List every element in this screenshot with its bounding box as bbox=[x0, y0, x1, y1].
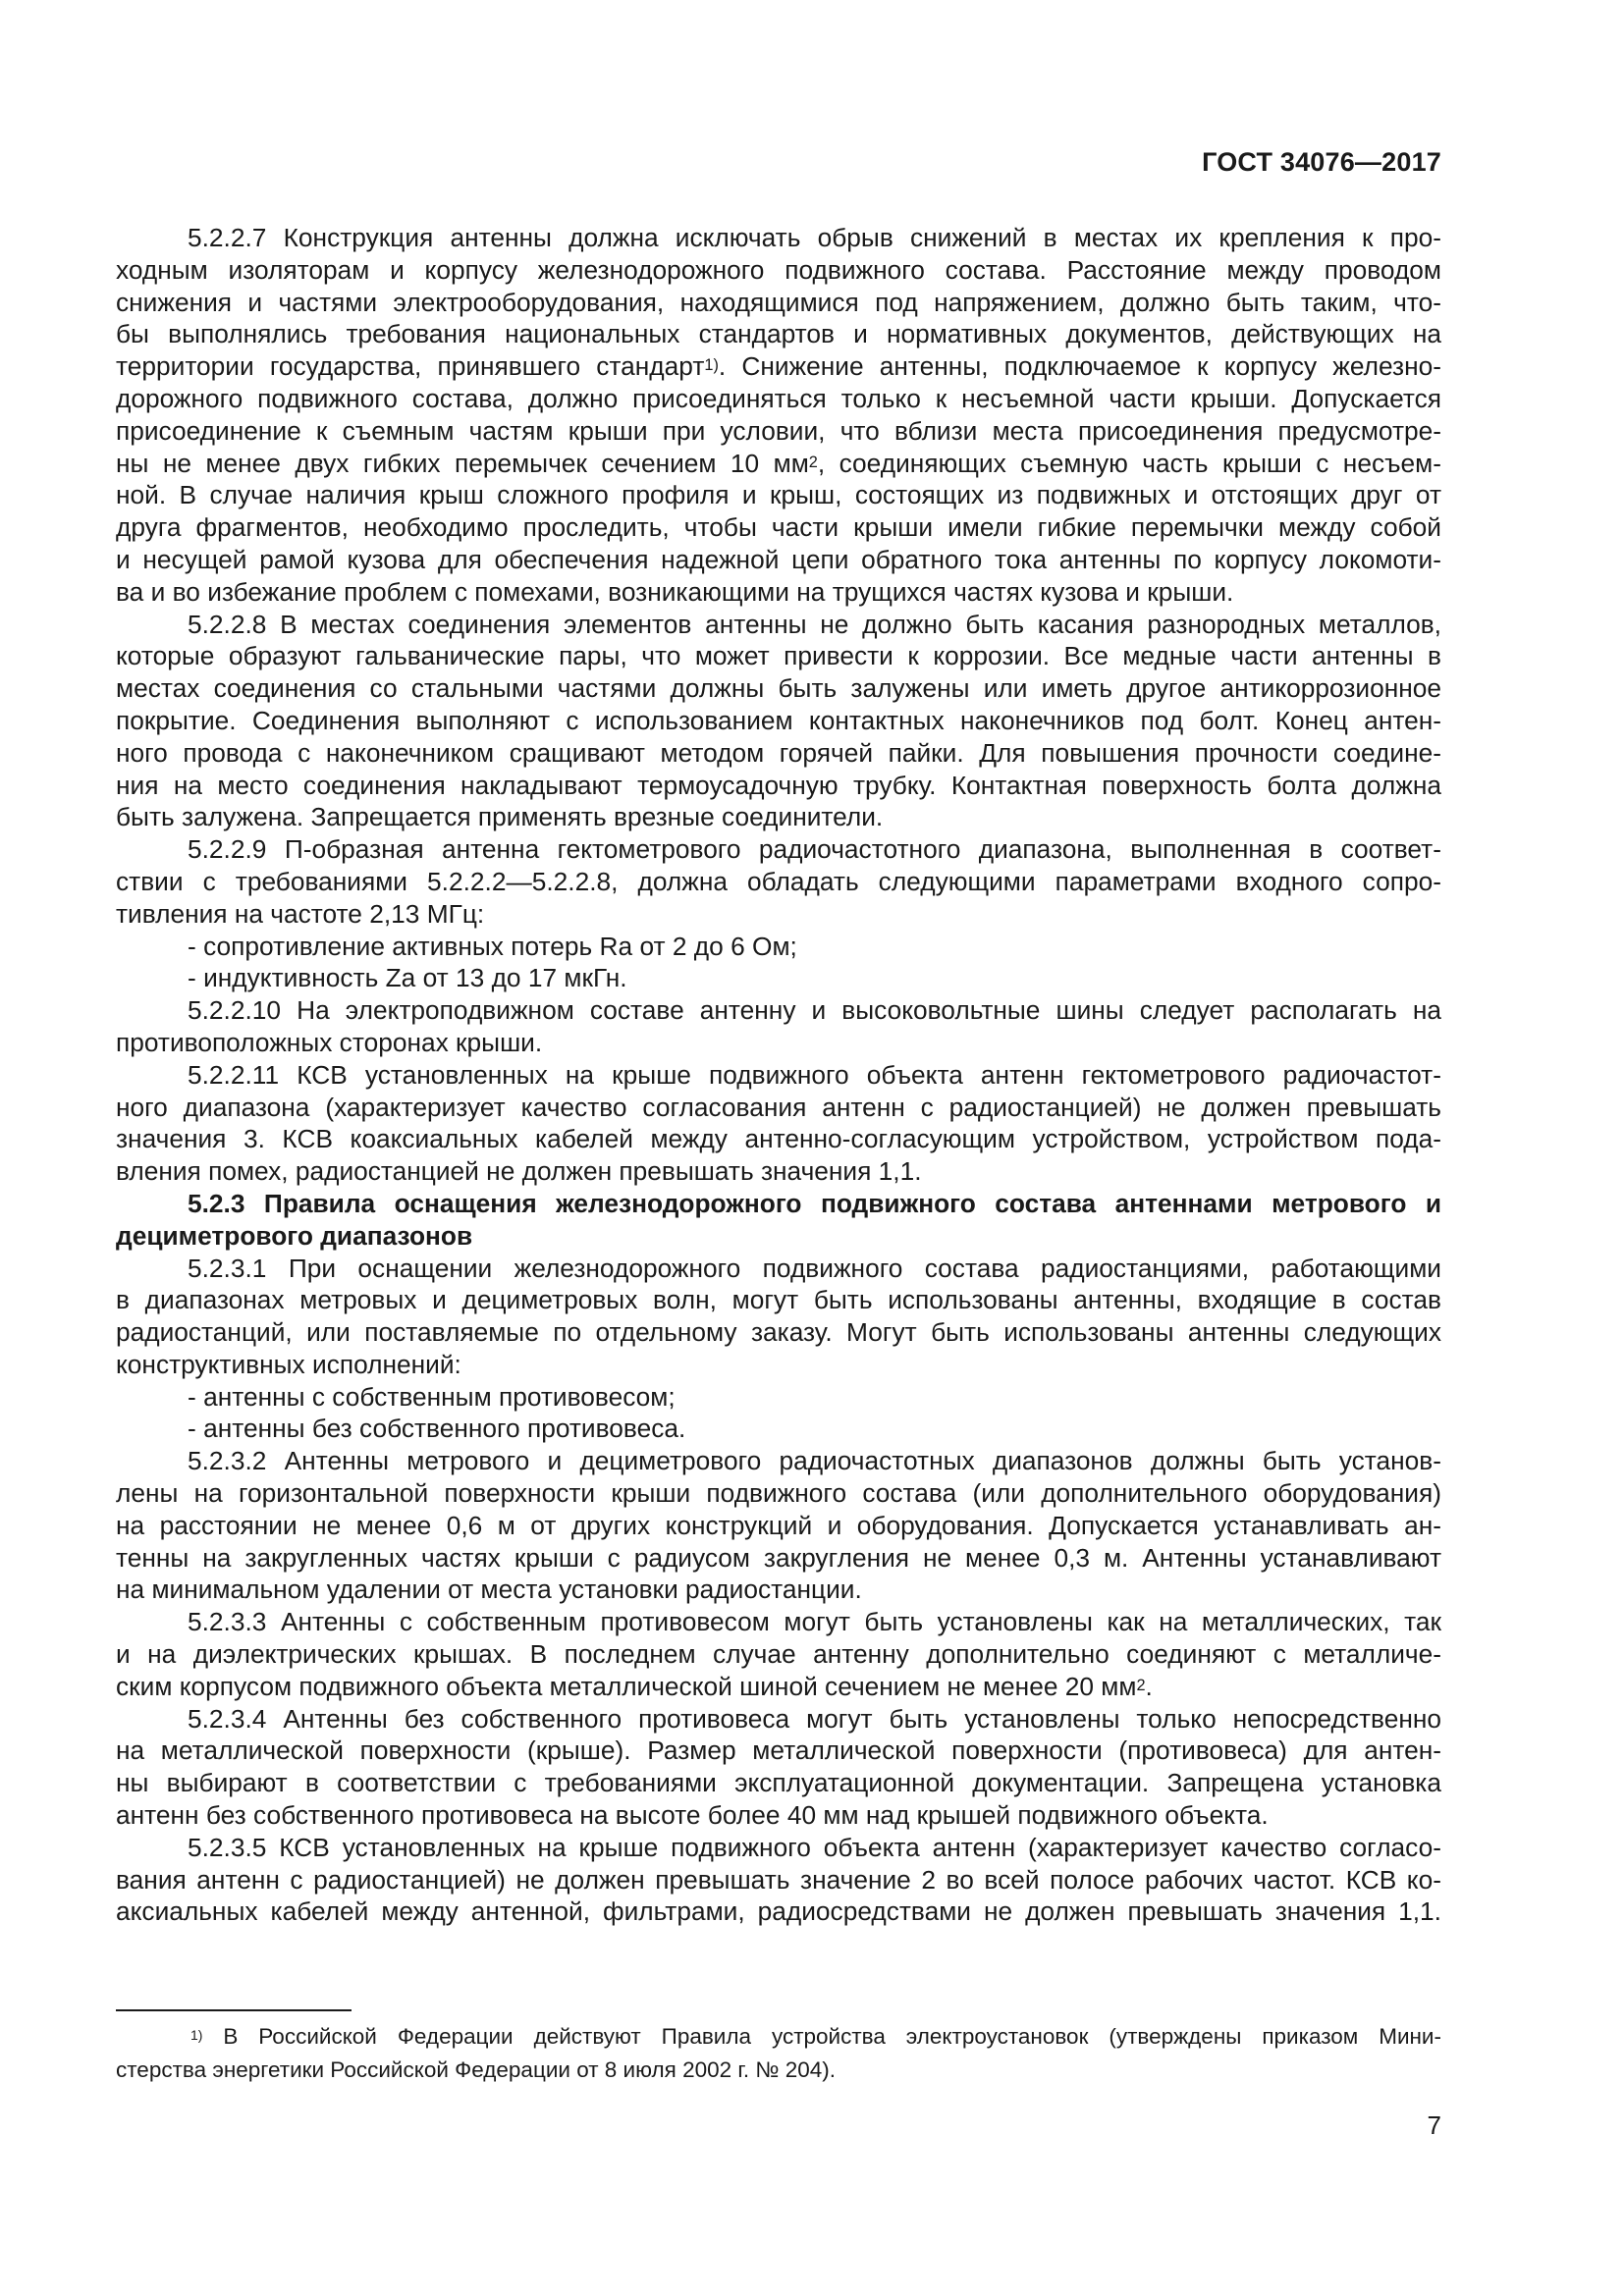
text-line: аксиальных кабелей между антенной, фильтрами, радиосредствами не должен превышать значения 1,1. bbox=[116, 1896, 1441, 1927]
text-line: быть залужена. Запрещается применять врезные соединители. bbox=[116, 802, 884, 832]
text-line: ны не менее двух гибких перемычек сечением 10 $мм^2$, соединяющих съемную часть крыши с несъем- bbox=[116, 448, 1441, 478]
text-line: вления помех, радиостанцией не должен превышать значения 1,1. bbox=[116, 1156, 922, 1187]
superscript: 1) bbox=[704, 356, 719, 375]
superscript: 2 bbox=[1136, 1676, 1146, 1694]
page-number: 7 bbox=[1427, 2110, 1441, 2140]
text-line: дециметрового диапазонов bbox=[116, 1220, 473, 1251]
text-line: местах соединения со стальными частями должны быть залужены или иметь другое антикоррозионное bbox=[116, 673, 1441, 704]
text-line: на минимальном удалении от места установки радиостанции. bbox=[116, 1575, 862, 1605]
text-line: тенны на закругленных частях крыши с радиусом закругления не менее 0,3 м. Антенны устанавливают bbox=[116, 1542, 1441, 1573]
text-line: ния на место соединения накладывают термоусадочную трубку. Контактная поверхность болта должна bbox=[116, 770, 1441, 800]
text-line: на расстоянии не менее 0,6 м от других конструкций и оборудования. Допускается устанавливать ан- bbox=[116, 1510, 1441, 1540]
footnote-separator bbox=[116, 2009, 352, 2011]
text-line: - антенны с собственным противовесом; bbox=[188, 1381, 676, 1412]
text-line: значения 3. КСВ коаксиальных кабелей между антенно-согласующим устройством, устройством пода- bbox=[116, 1124, 1441, 1154]
text-line: ны выбирают в соответствии с требованиями эксплуатационной документации. Запрещена установка bbox=[116, 1768, 1441, 1798]
footnote bbox=[116, 2020, 1441, 2087]
text-line: присоединение к съемным частям крыши при условии, что вблизи места присоединения предусмотре- bbox=[116, 415, 1441, 446]
text-line: на металлической поверхности (крыше). Размер металлической поверхности (противовеса) для антен- bbox=[116, 1735, 1441, 1766]
text-line: 5.2.2.11 КСВ установленных на крыше подвижного объекта антенн гектометрового радиочастот- bbox=[188, 1059, 1441, 1090]
footnote-marker: 1) bbox=[190, 2026, 203, 2043]
text-line: тивления на частоте 2,13 МГц: bbox=[116, 898, 485, 929]
text-line: в диапазонах метровых и дециметровых волн, могут быть использованы антенны, входящие в состав bbox=[116, 1285, 1441, 1315]
text-line: и на диэлектрических крышах. В последнем случае антенну дополнительно соединяют с металличе- bbox=[116, 1639, 1441, 1670]
text-line: ного провода с наконечником сращивают методом горячей пайки. Для повышения прочности соедине- bbox=[116, 737, 1441, 768]
text-line: антенн без собственного противовеса на высоте более 40 мм над крышей подвижного объекта. bbox=[116, 1800, 1269, 1831]
text-line: снижения и частями электрооборудования, находящимися под напряжением, должно быть таким, что- bbox=[116, 287, 1441, 317]
text-line: 5.2.3.5 КСВ установленных на крыше подвижного объекта антенн (характеризует качество согласо- bbox=[188, 1832, 1441, 1862]
text-line: ной. В случае наличия крыш сложного профиля и крыш, состоящих из подвижных и отстоящих друг от bbox=[116, 480, 1441, 510]
text-line: - антенны без собственного противовеса. bbox=[188, 1414, 686, 1444]
standard-code-header: ГОСТ 34076—2017 bbox=[1202, 147, 1441, 177]
text-line: ходным изоляторам и корпусу железнодорожного подвижного состава. Расстояние между проводом bbox=[116, 254, 1441, 285]
text-line: ва и во избежание проблем с помехами, возникающими на трущихся частях кузова и крыши. bbox=[116, 576, 1234, 607]
text-line: противоположных сторонах крыши. bbox=[116, 1027, 543, 1057]
text-line: лены на горизонтальной поверхности крыши подвижного состава (или дополнительного оборудования) bbox=[116, 1478, 1441, 1509]
text-line: 5.2.3.2 Антенны метрового и дециметрового радиочастотных диапазонов должны быть установ- bbox=[188, 1446, 1441, 1476]
text-line: вания антенн с радиостанцией) не должен превышать значение 2 во всей полосе рабочих частот. КСВ ко- bbox=[116, 1864, 1441, 1895]
text-line: покрытие. Соединения выполняют с использованием контактных наконечников под болт. Конец антен- bbox=[116, 705, 1441, 735]
body-text bbox=[116, 222, 1441, 1928]
footnote-line: $^{1)}$ В Российской Федерации действуют Правила устройства электроустановок (утверждены приказом Мини- bbox=[190, 2024, 1441, 2049]
text-line: ским корпусом подвижного объекта металлической шиной сечением не менее 20 $мм^2$. bbox=[116, 1671, 1153, 1701]
text-line: - индуктивность Za от 13 до 17 мкГн. bbox=[188, 963, 627, 993]
text-line: радиостанций, или поставляемые по отдельному заказу. Могут быть использованы антенны следующих bbox=[116, 1317, 1441, 1348]
text-line: - сопротивление активных потерь Ra от 2 до 6 Ом; bbox=[188, 931, 797, 961]
text-line: 5.2.2.10 На электроподвижном составе антенну и высоковольтные шины следует располагать на bbox=[188, 995, 1441, 1026]
text-line: и несущей рамой кузова для обеспечения надежной цепи обратного тока антенны по корпусу локомоти- bbox=[116, 544, 1441, 574]
text-line: территории государства, принявшего стандарт$^{1)}$. Снижение антенны, подключаемое к корпусу железно- bbox=[116, 351, 1441, 382]
text-line: ного диапазона (характеризует качество согласования антенн с радиостанцией) не должен превышать bbox=[116, 1092, 1441, 1122]
text-line: 5.2.2.8 В местах соединения элементов антенны не должно быть касания разнородных металлов, bbox=[188, 609, 1441, 639]
text-line: конструктивных исполнений: bbox=[116, 1349, 461, 1379]
superscript: 2 bbox=[808, 453, 818, 471]
text-line: бы выполнялись требования национальных стандартов и нормативных документов, действующих на bbox=[116, 319, 1441, 349]
text-line: друга фрагментов, необходимо проследить, чтобы части крыши имели гибкие перемычки между собой bbox=[116, 512, 1441, 543]
text-line: 5.2.3 Правила оснащения железнодорожного подвижного состава антеннами метрового и bbox=[188, 1188, 1441, 1218]
text-line: 5.2.2.9 П-образная антенна гектометрового радиочастотного диапазона, выполненная в соответ- bbox=[188, 834, 1441, 865]
text-line: которые образуют гальванические пары, что может привести к коррозии. Все медные части антенны в bbox=[116, 641, 1441, 671]
text-line: 5.2.3.3 Антенны с собственным противовесом могут быть установлены как на металлических, так bbox=[188, 1607, 1441, 1637]
text-line: ствии с требованиями 5.2.2.2—5.2.2.8, должна обладать следующими параметрами входного сопро- bbox=[116, 866, 1441, 896]
footnote-line: стерства энергетики Российской Федерации от 8 июля 2002 г. № 204). bbox=[116, 2057, 837, 2082]
text-line: дорожного подвижного состава, должно присоединяться только к несъемной части крыши. Допускается bbox=[116, 383, 1441, 413]
text-line: 5.2.3.1 При оснащении железнодорожного подвижного состава радиостанциями, работающими bbox=[188, 1253, 1441, 1283]
text-line: 5.2.3.4 Антенны без собственного противовеса могут быть установлены только непосредственно bbox=[188, 1703, 1441, 1734]
text-line: 5.2.2.7 Конструкция антенны должна исключать обрыв снижений в местах их крепления к про- bbox=[188, 223, 1441, 252]
